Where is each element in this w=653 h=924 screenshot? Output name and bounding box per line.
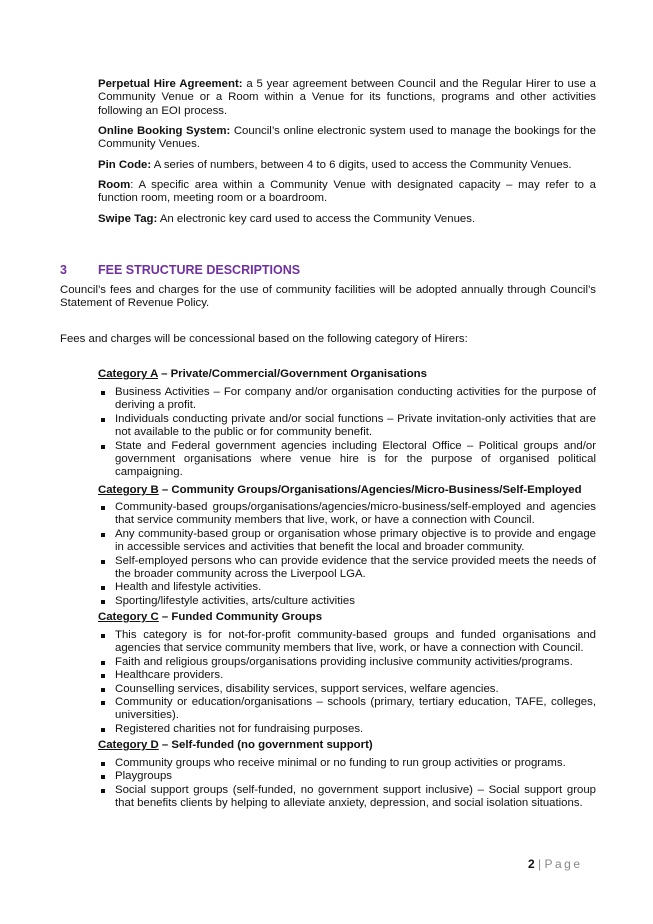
term: Pin Code:	[98, 159, 152, 171]
list-item: Social support groups (self-funded, no government support inclusive) – Social support group that benefits clients by helping to alleviate anxiety, depression, and social isolation situations.	[98, 784, 596, 811]
list-item: Sporting/lifestyle activities, arts/culture activities	[98, 595, 596, 608]
category-b-list	[98, 501, 596, 608]
list-item: This category is for not-for-profit community-based groups and funded organisations and agencies that service community members that live, work, or have a connection with Council.	[98, 629, 596, 656]
list-item: Individuals conducting private and/or social functions – Private invitation-only activities that are not available to the public or for community benefit.	[98, 413, 596, 440]
definition-pin-code	[98, 159, 596, 172]
section-paragraph: Fees and charges will be concessional based on the following category of Hirers:	[60, 333, 468, 345]
page-label: Page	[544, 857, 583, 871]
category-a-list	[98, 386, 596, 480]
category-label: Category B	[98, 484, 159, 496]
list-item: Community-based groups/organisations/agencies/micro-business/self-employed and agencies that service community members that live, work, or have a connection with Council.	[98, 501, 596, 528]
definition-room	[98, 179, 596, 206]
definition-online-booking	[98, 125, 596, 152]
category-title: – Private/Commercial/Government Organisations	[157, 368, 427, 380]
list-item: Self-employed persons who can provide evidence that the service provided meets the needs of the broader community across the Liverpool LGA.	[98, 555, 596, 582]
list-item: Any community-based group or organisation whose primary objective is to provide and engage in accessible services and activities that benefit the local and broader community.	[98, 528, 596, 555]
definition-text: : A specific area within a Community Venue with designated capacity – may refer to a function room, meeting room or a boardroom.	[98, 179, 596, 205]
category-c-heading	[98, 611, 598, 624]
definition-text: An electronic key card used to access the Community Venues.	[157, 213, 476, 225]
list-item: Community groups who receive minimal or no funding to run group activities or programs.	[98, 757, 596, 770]
page-footer	[528, 858, 583, 871]
list-item: Community or education/organisations – schools (primary, tertiary education, TAFE, colleges, universities).	[98, 696, 596, 723]
category-label: Category D	[98, 739, 159, 751]
category-d-heading	[98, 739, 598, 752]
section-title: FEE STRUCTURE DESCRIPTIONS	[98, 263, 301, 277]
list-item: Registered charities not for fundraising purposes.	[98, 723, 596, 736]
section-number: 3	[60, 263, 67, 277]
list-item: Health and lifestyle activities.	[98, 581, 596, 594]
definition-swipe-tag	[98, 213, 596, 226]
definition-text: Council’s online electronic system used to manage the bookings for the Community Venues.	[98, 125, 596, 151]
list-item: State and Federal government agencies including Electoral Office – Political groups and/or government organisations where venue hire is for the purpose of organised political campaigning.	[98, 440, 596, 480]
list-item: Healthcare providers.	[98, 669, 596, 682]
category-c-list	[98, 629, 596, 736]
term: Perpetual Hire Agreement:	[98, 78, 243, 90]
term: Online Booking System:	[98, 125, 231, 137]
list-item: Counselling services, disability services, support services, welfare agencies.	[98, 683, 596, 696]
category-title: – Self-funded (no government support)	[158, 739, 373, 751]
list-item: Faith and religious groups/organisations providing inclusive community activities/programs.	[98, 656, 596, 669]
category-a-heading	[98, 368, 598, 381]
term: Swipe Tag:	[98, 213, 158, 225]
list-item: Business Activities – For company and/or organisation conducting activities for the purpose of deriving a profit.	[98, 386, 596, 413]
section-paragraph: Council’s fees and charges for the use of community facilities will be adopted annually through Council’s Statement of Revenue Policy.	[60, 284, 596, 310]
page-number: 2	[528, 857, 535, 871]
category-title: – Funded Community Groups	[158, 611, 323, 623]
category-label: Category A	[98, 368, 158, 380]
category-d-list	[98, 757, 596, 811]
list-item: Playgroups	[98, 770, 596, 783]
category-title: – Community Groups/Organisations/Agencies/Micro-Business/Self-Employed	[158, 484, 582, 496]
definition-text: A series of numbers, between 4 to 6 digits, used to access the Community Venues.	[151, 159, 572, 171]
category-b-heading	[98, 484, 598, 497]
definition-text: a 5 year agreement between Council and the Regular Hirer to use a Community Venue or a Room within a Venue for its functions, programs and other activities following an EOI process.	[98, 78, 596, 117]
definition-perpetual-hire	[98, 78, 596, 118]
category-label: Category C	[98, 611, 159, 623]
section-heading	[60, 264, 300, 277]
separator: |	[534, 857, 545, 871]
term: Room	[98, 179, 131, 191]
